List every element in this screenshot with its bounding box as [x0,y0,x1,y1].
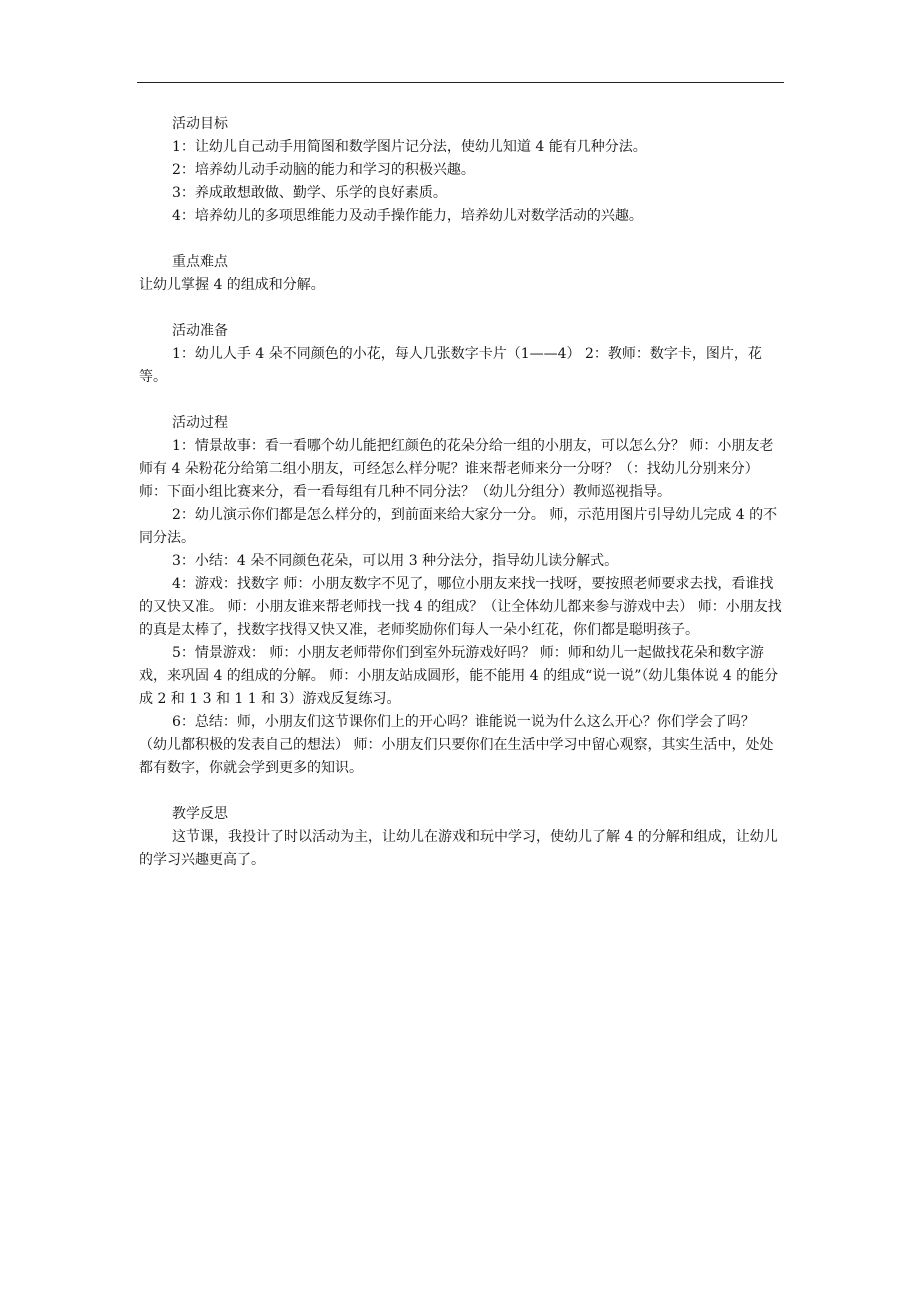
key-points-section [139,251,782,297]
process-step: 4：游戏：找数字 师：小朋友数字不见了，哪位小朋友来找一找呀，要按照老师要求去找，看谁找的又快又准。 师：小朋友谁来帮老师找一找 4 的组成？（让全体幼儿都来参与游戏中去） 师：小朋友找的真是太棒了，找数字找得又快又准，老师奖励你们每人一朵小红花，你们都是聪明孩子。 [139,576,782,638]
key-points-text: 让幼儿掌握 4 的组成和分解。 [139,277,325,293]
process-step: 2：幼儿演示你们都是怎么样分的，到前面来给大家分一分。 师，示范用图片引导幼儿完成 4 的不同分法。 [139,507,778,546]
reflection-text: 这节课，我投计了时以活动为主，让幼儿在游戏和玩中学习，使幼儿了解 4 的分解和组成，让幼儿的学习兴趣更高了。 [139,829,778,868]
goals-heading: 活动目标 [172,116,228,132]
reflection-heading: 教学反思 [172,806,228,822]
preparation-section [139,320,782,389]
goal-item: 4：培养幼儿的多项思维能力及动手操作能力，培养幼儿对数学活动的兴趣。 [172,208,643,224]
process-heading: 活动过程 [172,415,228,431]
document-body [139,113,782,895]
reflection-section [139,803,782,872]
process-step: 6：总结：师，小朋友们这节课你们上的开心吗？谁能说一说为什么这么开心？你们学会了吗？（幼儿都积极的发表自己的想法） 师：小朋友们只要你们在生活中学习中留心观察，其实生活中，处处都有数字，你就会学到更多的知识。 [139,714,774,776]
header-rule [137,82,784,83]
preparation-text: 1：幼儿人手 4 朵不同颜色的小花，每人几张数字卡片（1——4） 2：教师：数字卡，图片，花等。 [139,346,762,385]
process-section [139,412,782,780]
process-step: 5：情景游戏： 师：小朋友老师带你们到室外玩游戏好吗？ 师：师和幼儿一起做找花朵和数字游戏，来巩固 4 的组成的分解。 师：小朋友站成圆形，能不能用 4 的组成“说一说”（幼儿集体说 4 的能分成 2 和 1 3 和 1 1 和 3）游戏反复练习。 [139,645,779,707]
goal-item: 3：养成敢想敢做、勤学、乐学的良好素质。 [172,185,447,201]
process-step: 3：小结：4 朵不同颜色花朵，可以用 3 种分法分，指导幼儿读分解式。 [172,553,619,569]
goals-section [139,113,782,228]
goal-item: 2：培养幼儿动手动脑的能力和学习的积极兴趣。 [172,162,475,178]
key-points-heading: 重点难点 [172,254,228,270]
preparation-heading: 活动准备 [172,323,228,339]
goal-item: 1：让幼儿自己动手用简图和数学图片记分法，使幼儿知道 4 能有几种分法。 [172,139,647,155]
process-step: 1：情景故事：看一看哪个幼儿能把红颜色的花朵分给一组的小朋友，可以怎么分？ 师：小朋友老师有 4 朵粉花分给第二组小朋友，可经怎么样分呢？谁来帮老师来分一分呀？（：找幼儿分别来分） 师：下面小组比赛来分，看一看每组有几种不同分法？（幼儿分组分）教师巡视指导。 [139,438,774,500]
